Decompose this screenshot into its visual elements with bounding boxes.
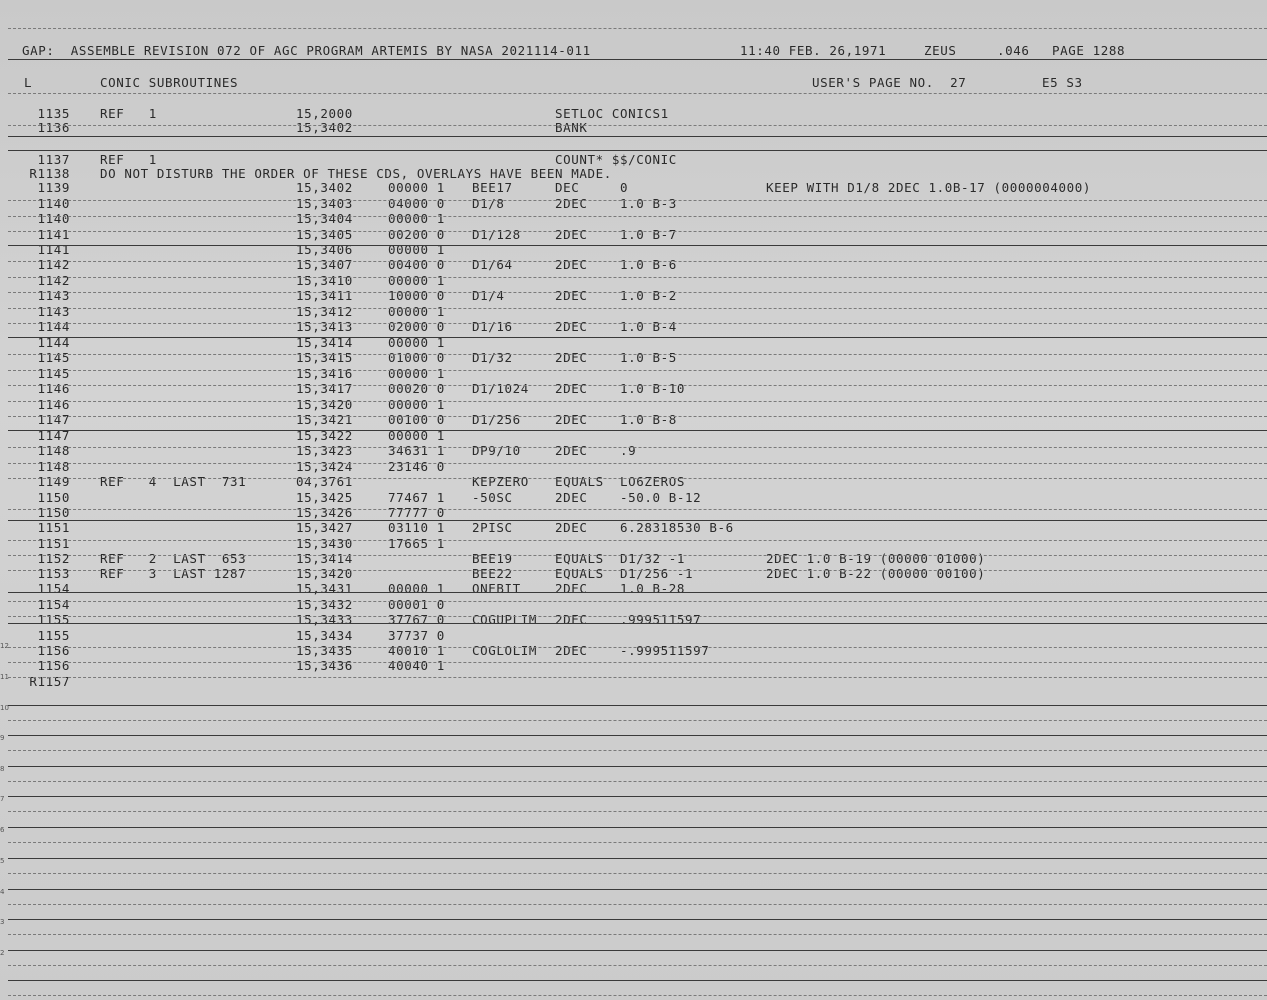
line-number: 1155 [37, 628, 70, 643]
line-number: 1147 [37, 428, 70, 443]
address: 15,3414 [296, 335, 353, 350]
line-number: 1146 [37, 381, 70, 396]
line-number: 1135 [37, 106, 70, 121]
label: D1/4 [472, 288, 505, 303]
operand: 1.0 B-5 [620, 350, 677, 365]
listing-rule [8, 150, 1267, 151]
line-number: R1138 [29, 166, 70, 181]
header-l-marker: L [24, 75, 33, 90]
margin-line-number: 12 [0, 642, 9, 650]
opcode: 2DEC [555, 381, 588, 396]
margin-line-number: 4 [0, 888, 5, 896]
octal-value: 23146 0 [388, 459, 445, 474]
blank-dash-rule [8, 873, 1267, 874]
octal-value: 00000 1 [388, 304, 445, 319]
listing-dash-rule [8, 647, 1267, 648]
line-number: 1136 [37, 120, 70, 135]
header-code: .046 [997, 43, 1030, 58]
address: 15,3420 [296, 566, 353, 581]
header-rule [8, 59, 1267, 60]
opcode: 2DEC [555, 490, 588, 505]
line-number: 1153 [37, 566, 70, 581]
comment: 2DEC 1.0 B-22 (00000 00100) [766, 566, 986, 581]
label: D1/256 [472, 412, 521, 427]
label: COGUPLIM [472, 612, 538, 627]
octal-value: 03110 1 [388, 520, 445, 535]
listing-dash-rule [8, 463, 1267, 464]
reference-field: REF 2 LAST 653 [100, 551, 247, 566]
operand: 1.0 B-8 [620, 412, 677, 427]
address: 15,3426 [296, 505, 353, 520]
opcode: 2DEC [555, 412, 588, 427]
line-number: 1154 [37, 581, 70, 596]
octal-value: 37767 0 [388, 612, 445, 627]
listing-dash-rule [8, 370, 1267, 371]
line-number: 1151 [37, 536, 70, 551]
margin-line-number: 2 [0, 949, 5, 957]
listing-dash-rule [8, 385, 1267, 386]
operand: 0 [620, 180, 629, 195]
listing-rule [8, 245, 1267, 246]
octal-value: 02000 0 [388, 319, 445, 334]
top-perforation-line [8, 28, 1267, 29]
line-number: 1155 [37, 612, 70, 627]
line-number: 1154 [37, 597, 70, 612]
address: 15,3425 [296, 490, 353, 505]
operand: -50.0 B-12 [620, 490, 702, 505]
opcode: 2DEC [555, 350, 588, 365]
line-number: 1149 [37, 474, 70, 489]
blank-dash-rule [8, 750, 1267, 751]
address: 15,3410 [296, 273, 353, 288]
margin-line-number: 5 [0, 857, 5, 865]
listing-dash-rule [8, 401, 1267, 402]
reference-field: REF 1 [100, 106, 157, 121]
line-number: 1150 [37, 490, 70, 505]
octal-value: 00001 0 [388, 597, 445, 612]
operand: .9 [620, 443, 637, 458]
address: 15,3416 [296, 366, 353, 381]
blank-rule [8, 980, 1267, 981]
header-system: ZEUS [924, 43, 957, 58]
address: 15,3407 [296, 257, 353, 272]
listing-dash-rule [8, 416, 1267, 417]
address: 15,3433 [296, 612, 353, 627]
octal-value: 37737 0 [388, 628, 445, 643]
line-number: 1141 [37, 242, 70, 257]
e-s-code: E5 S3 [1042, 75, 1083, 90]
line-number: 1140 [37, 196, 70, 211]
listing-dash-rule [8, 478, 1267, 479]
octal-value: 10000 0 [388, 288, 445, 303]
listing-rule [8, 520, 1267, 521]
line-number: 1142 [37, 273, 70, 288]
line-number: 1137 [37, 152, 70, 167]
label: KEPZERO [472, 474, 529, 489]
section-dash-line [8, 93, 1267, 94]
operand: 1.0 B-28 [620, 581, 686, 596]
octal-value: 00000 1 [388, 397, 445, 412]
reference-field: REF 1 [100, 152, 157, 167]
octal-value: 01000 0 [388, 350, 445, 365]
octal-value: 40040 1 [388, 658, 445, 673]
opcode: 2DEC [555, 257, 588, 272]
line-number: 1141 [37, 227, 70, 242]
listing-rule [8, 623, 1267, 624]
operand: .999511597 [620, 612, 702, 627]
opcode: 2DEC [555, 612, 588, 627]
listing-rule [8, 136, 1267, 137]
operand: -.999511597 [620, 643, 710, 658]
blank-rule [8, 766, 1267, 767]
octal-value: 77467 1 [388, 490, 445, 505]
header-page-number: PAGE 1288 [1052, 43, 1126, 58]
listing-rule [8, 430, 1267, 431]
octal-value: 00000 1 [388, 366, 445, 381]
address: 15,3412 [296, 304, 353, 319]
blank-dash-rule [8, 811, 1267, 812]
octal-value: 34631 1 [388, 443, 445, 458]
octal-value: 00000 1 [388, 211, 445, 226]
octal-value: 04000 0 [388, 196, 445, 211]
line-number: R1157 [29, 674, 70, 689]
opcode: DEC [555, 180, 580, 195]
address: 15,3414 [296, 551, 353, 566]
label: ONEBIT [472, 581, 521, 596]
address: 15,3424 [296, 459, 353, 474]
opcode: 2DEC [555, 443, 588, 458]
listing-dash-rule [8, 323, 1267, 324]
blank-dash-rule [8, 720, 1267, 721]
address: 15,3422 [296, 428, 353, 443]
blank-dash-rule [8, 842, 1267, 843]
operand: 1.0 B-7 [620, 227, 677, 242]
octal-value: 00200 0 [388, 227, 445, 242]
opcode: EQUALS [555, 551, 604, 566]
listing-dash-rule [8, 509, 1267, 510]
operand: LO6ZEROS [620, 474, 686, 489]
label: 2PISC [472, 520, 513, 535]
address: 15,3432 [296, 597, 353, 612]
opcode: 2DEC [555, 288, 588, 303]
address: 15,3423 [296, 443, 353, 458]
address: 15,3434 [296, 628, 353, 643]
listing-dash-rule [8, 216, 1267, 217]
line-number: 1150 [37, 505, 70, 520]
listing-dash-rule [8, 555, 1267, 556]
blank-rule [8, 919, 1267, 920]
listing-dash-rule [8, 540, 1267, 541]
margin-line-number: 7 [0, 795, 5, 803]
address: 04,3761 [296, 474, 353, 489]
line-number: 1156 [37, 643, 70, 658]
user-page-number: USER'S PAGE NO. 27 [812, 75, 967, 90]
listing-dash-rule [8, 231, 1267, 232]
margin-line-number: 9 [0, 734, 5, 742]
listing-dash-rule [8, 200, 1267, 201]
octal-value: 00000 1 [388, 335, 445, 350]
margin-line-number: 10 [0, 704, 9, 712]
blank-rule [8, 796, 1267, 797]
blank-rule [8, 827, 1267, 828]
opcode: COUNT* $$/CONIC [555, 152, 677, 167]
blank-dash-rule [8, 965, 1267, 966]
blank-rule [8, 858, 1267, 859]
comment: KEEP WITH D1/8 2DEC 1.0B-17 (0000004000) [766, 180, 1092, 195]
label: BEE17 [472, 180, 513, 195]
address: 15,3436 [296, 658, 353, 673]
line-number: 1148 [37, 443, 70, 458]
listing-rule [8, 337, 1267, 338]
operand: D1/256 -1 [620, 566, 694, 581]
label: DP9/10 [472, 443, 521, 458]
listing-dash-rule [8, 354, 1267, 355]
label: BEE22 [472, 566, 513, 581]
octal-value: 00400 0 [388, 257, 445, 272]
line-number: 1139 [37, 180, 70, 195]
blank-rule [8, 889, 1267, 890]
header-timestamp: 11:40 FEB. 26,1971 [740, 43, 887, 58]
header-assembly-info: GAP: ASSEMBLE REVISION 072 OF AGC PROGRAM ARTEMIS BY NASA 2021114-011 [22, 43, 591, 58]
opcode: 2DEC [555, 319, 588, 334]
address: 15,3402 [296, 180, 353, 195]
listing-rule [8, 592, 1267, 593]
line-number: 1145 [37, 366, 70, 381]
line-number: 1146 [37, 397, 70, 412]
listing-dash-rule [8, 616, 1267, 617]
line-number: 1142 [37, 257, 70, 272]
operand: D1/32 -1 [620, 551, 686, 566]
address: 15,3417 [296, 381, 353, 396]
address: 15,3421 [296, 412, 353, 427]
opcode: 2DEC [555, 581, 588, 596]
operand: 1.0 B-6 [620, 257, 677, 272]
label: D1/128 [472, 227, 521, 242]
line-number: 1143 [37, 288, 70, 303]
margin-line-number: 8 [0, 765, 5, 773]
line-number: 1148 [37, 459, 70, 474]
listing-dash-rule [8, 570, 1267, 571]
line-number: 1144 [37, 335, 70, 350]
label: BEE19 [472, 551, 513, 566]
listing-dash-rule [8, 677, 1267, 678]
octal-value: 00000 1 [388, 180, 445, 195]
octal-value: 40010 1 [388, 643, 445, 658]
label: D1/32 [472, 350, 513, 365]
line-number: 1152 [37, 551, 70, 566]
listing-dash-rule [8, 308, 1267, 309]
octal-value: 00020 0 [388, 381, 445, 396]
octal-value: 17665 1 [388, 536, 445, 551]
address: 15,3415 [296, 350, 353, 365]
address: 15,3405 [296, 227, 353, 242]
address: 15,3403 [296, 196, 353, 211]
address: 15,3435 [296, 643, 353, 658]
listing-dash-rule [8, 662, 1267, 663]
opcode: 2DEC [555, 227, 588, 242]
comment: 2DEC 1.0 B-19 (00000 01000) [766, 551, 986, 566]
opcode: EQUALS [555, 474, 604, 489]
reference-field: REF 3 LAST 1287 [100, 566, 247, 581]
line-number: 1156 [37, 658, 70, 673]
line-number: 1144 [37, 319, 70, 334]
blank-dash-rule [8, 995, 1267, 996]
label: COGLOLIM [472, 643, 538, 658]
operand: 1.0 B-4 [620, 319, 677, 334]
octal-value: 77777 0 [388, 505, 445, 520]
line-number: 1151 [37, 520, 70, 535]
listing-dash-rule [8, 125, 1267, 126]
margin-line-number: 6 [0, 826, 5, 834]
octal-value: 00000 1 [388, 273, 445, 288]
address: 15,3411 [296, 288, 353, 303]
address: 15,3413 [296, 319, 353, 334]
line-number: 1147 [37, 412, 70, 427]
address: 15,2000 [296, 106, 353, 121]
blank-rule [8, 735, 1267, 736]
margin-line-number: 3 [0, 918, 5, 926]
octal-value: 00000 1 [388, 242, 445, 257]
listing-dash-rule [8, 277, 1267, 278]
label: D1/16 [472, 319, 513, 334]
opcode: BANK [555, 120, 588, 135]
address: 15,3402 [296, 120, 353, 135]
listing-dash-rule [8, 292, 1267, 293]
address: 15,3404 [296, 211, 353, 226]
blank-dash-rule [8, 781, 1267, 782]
blank-rule [8, 950, 1267, 951]
label: -50SC [472, 490, 513, 505]
margin-line-number: 11 [0, 673, 9, 681]
line-number: 1143 [37, 304, 70, 319]
blank-dash-rule [8, 934, 1267, 935]
address: 15,3427 [296, 520, 353, 535]
listing-dash-rule [8, 601, 1267, 602]
operand: 6.28318530 B-6 [620, 520, 734, 535]
octal-value: 00000 1 [388, 581, 445, 596]
opcode: SETLOC CONICS1 [555, 106, 669, 121]
opcode: 2DEC [555, 520, 588, 535]
operand: 1.0 B-2 [620, 288, 677, 303]
line-number: 1140 [37, 211, 70, 226]
section-title: CONIC SUBROUTINES [100, 75, 239, 90]
opcode: 2DEC [555, 196, 588, 211]
operand: 1.0 B-10 [620, 381, 686, 396]
listing-dash-rule [8, 447, 1267, 448]
address: 15,3430 [296, 536, 353, 551]
opcode: 2DEC [555, 643, 588, 658]
blank-rule [8, 705, 1267, 706]
octal-value: 00000 1 [388, 428, 445, 443]
address: 15,3420 [296, 397, 353, 412]
reference-field: DO NOT DISTURB THE ORDER OF THESE CDS, OVERLAYS HAVE BEEN MADE. [100, 166, 612, 181]
reference-field: REF 4 LAST 731 [100, 474, 247, 489]
address: 15,3431 [296, 581, 353, 596]
blank-dash-rule [8, 904, 1267, 905]
opcode: EQUALS [555, 566, 604, 581]
label: D1/64 [472, 257, 513, 272]
label: D1/1024 [472, 381, 529, 396]
line-number: 1145 [37, 350, 70, 365]
operand: 1.0 B-3 [620, 196, 677, 211]
address: 15,3406 [296, 242, 353, 257]
label: D1/8 [472, 196, 505, 211]
octal-value: 00100 0 [388, 412, 445, 427]
listing-dash-rule [8, 261, 1267, 262]
